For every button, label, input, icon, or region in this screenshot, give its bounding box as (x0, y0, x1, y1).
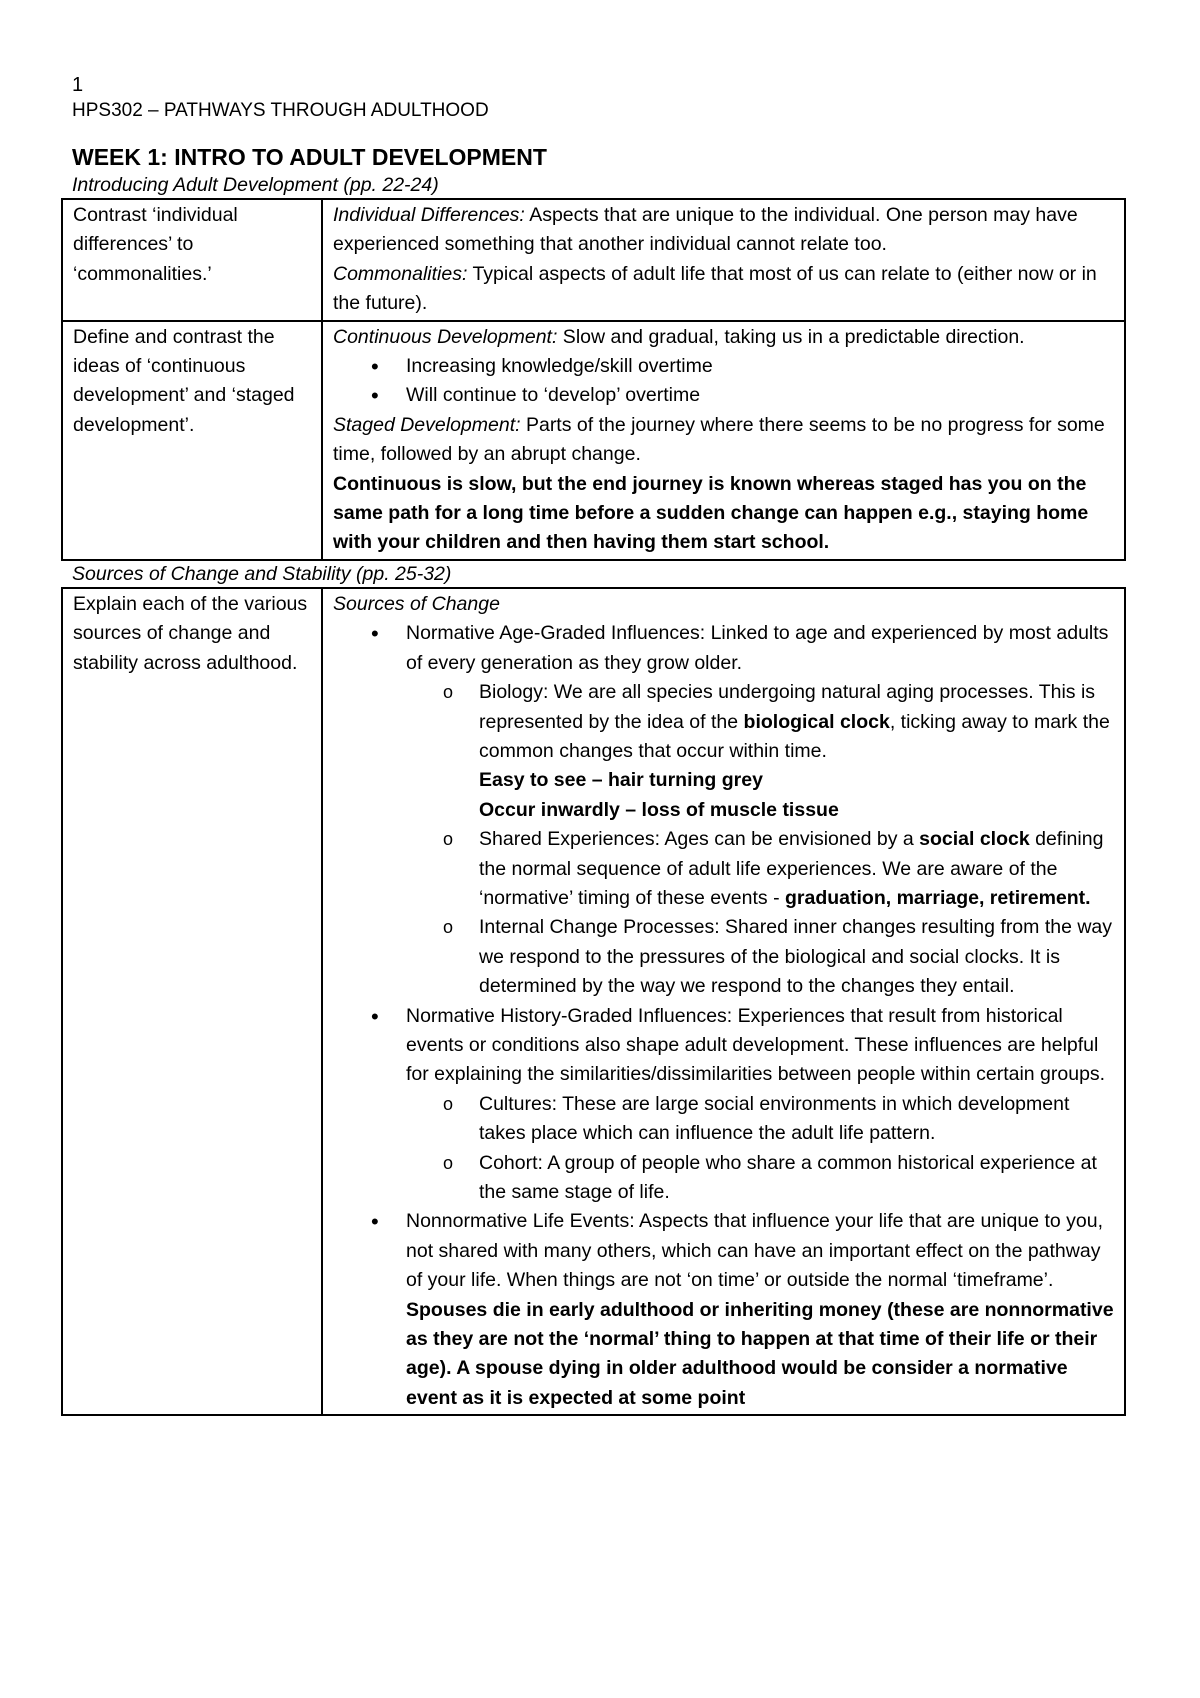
bold-term: biological clock (743, 710, 890, 733)
question-cell: Contrast ‘individual differences’ to ‘commonalities.’ (62, 199, 322, 321)
list-item: • Increasing knowledge/skill overtime (333, 352, 1116, 381)
example-line: Easy to see – hair turning grey (479, 769, 763, 792)
term-text: Typical aspects of adult life that most of us can relate to (either now or in the future). (333, 262, 1097, 315)
answer-cell (322, 321, 1125, 560)
answer-cell (322, 199, 1125, 321)
term-label: Individual Differences: (333, 204, 525, 226)
sub-list-item: o Internal Change Processes: Shared inner changes resulting from the way we respond to the pressures of the biological and social clocks. It is determined by the way we respond to the changes they entail. (406, 913, 1116, 1001)
table-row (62, 321, 1125, 560)
question-cell: Explain each of the various sources of change and stability across adulthood. (62, 588, 322, 1415)
bullet-list (333, 619, 1116, 1413)
term-label: Commonalities: (333, 262, 468, 285)
item-text: Shared Experiences: Ages can be envisioned by a (479, 828, 920, 851)
section1-table (61, 198, 1126, 561)
term-label: Continuous Development: (333, 325, 558, 348)
list-item (333, 619, 1116, 1001)
sub-list-item (406, 678, 1116, 825)
summary-text: Continuous is slow, but the end journey is known whereas staged has you on the same path for a long time before a sudden change can happen e.g., staying home with your children and then having them start school. (333, 472, 1089, 554)
table-row (62, 199, 1125, 321)
example-text: Spouses die in early adulthood or inheriting money (these are nonnormative as they are not the ‘normal’ thing to happen at that time of their life or their age). A spouse dying in older adulthood would be consider a normative event as it is expected at some point (406, 1298, 1114, 1409)
list-item-text: Nonnormative Life Events: Aspects that influence your life that are unique to you, not shared with many others, which can have an important effect on the pathway of your life. When things are not ‘on time’ or outside the normal ‘timeframe’. (406, 1210, 1103, 1292)
item-text: defining the normal sequence of adult life experiences. We are aware of the ‘normative’ timing of these events - (479, 828, 1104, 909)
list-item (333, 1002, 1116, 1208)
section2-table (61, 587, 1126, 1416)
week-title: WEEK 1: INTRO TO ADULT DEVELOPMENT (72, 144, 547, 170)
item-text: Biology: We are all species undergoing natural aging processes. This is represented by the idea of the (479, 681, 1096, 733)
section1-subtitle: Introducing Adult Development (pp. 22-24) (72, 174, 439, 196)
term-label: Staged Development: (333, 413, 521, 436)
example-line: Occur inwardly – loss of muscle tissue (479, 798, 839, 821)
page-number: 1 (72, 74, 84, 96)
term-text: Slow and gradual, taking us in a predictable direction. (557, 325, 1025, 348)
section-heading: Sources of Change (333, 592, 500, 615)
sub-list (406, 678, 1116, 1001)
sub-list-item: o Cohort: A group of people who share a common historical experience at the same stage of life. (406, 1149, 1116, 1208)
course-title: HPS302 – PATHWAYS THROUGH ADULTHOOD (72, 100, 489, 121)
sub-list (406, 1090, 1116, 1208)
table-row (62, 588, 1125, 1415)
bold-term: graduation, marriage, retirement. (785, 886, 1091, 909)
item-text: , ticking away to mark the common changes that occur within time. (479, 710, 1110, 762)
section2-subtitle: Sources of Change and Stability (pp. 25-32) (72, 562, 452, 585)
sub-list-item: o Cultures: These are large social environments in which development takes place which can influence the adult life pattern. (406, 1090, 1116, 1149)
document-page (72, 72, 1128, 1416)
term-text: Aspects that are unique to the individual. One person may have experienced something that another individual cannot relate too. (333, 204, 1078, 256)
list-item: • Will continue to ‘develop’ overtime (333, 381, 1116, 410)
list-item (333, 1207, 1116, 1413)
list-item-text: Normative Age-Graded Influences: Linked to age and experienced by most adults of every generation as they grow older. (406, 622, 1109, 674)
bold-term: social clock (919, 828, 1030, 851)
answer-cell (322, 588, 1125, 1415)
list-item-text: Normative History-Graded Influences: Experiences that result from historical events or conditions also shape adult development. These influences are helpful for explaining the similarities/dissimilarities between people within certain groups. (406, 1004, 1106, 1086)
bullet-list (333, 352, 1116, 411)
question-cell: Define and contrast the ideas of ‘continuous development’ and ‘staged development’. (62, 321, 322, 560)
sub-list-item (406, 825, 1116, 913)
term-text: Parts of the journey where there seems to be no progress for some time, followed by an abrupt change. (333, 413, 1105, 466)
